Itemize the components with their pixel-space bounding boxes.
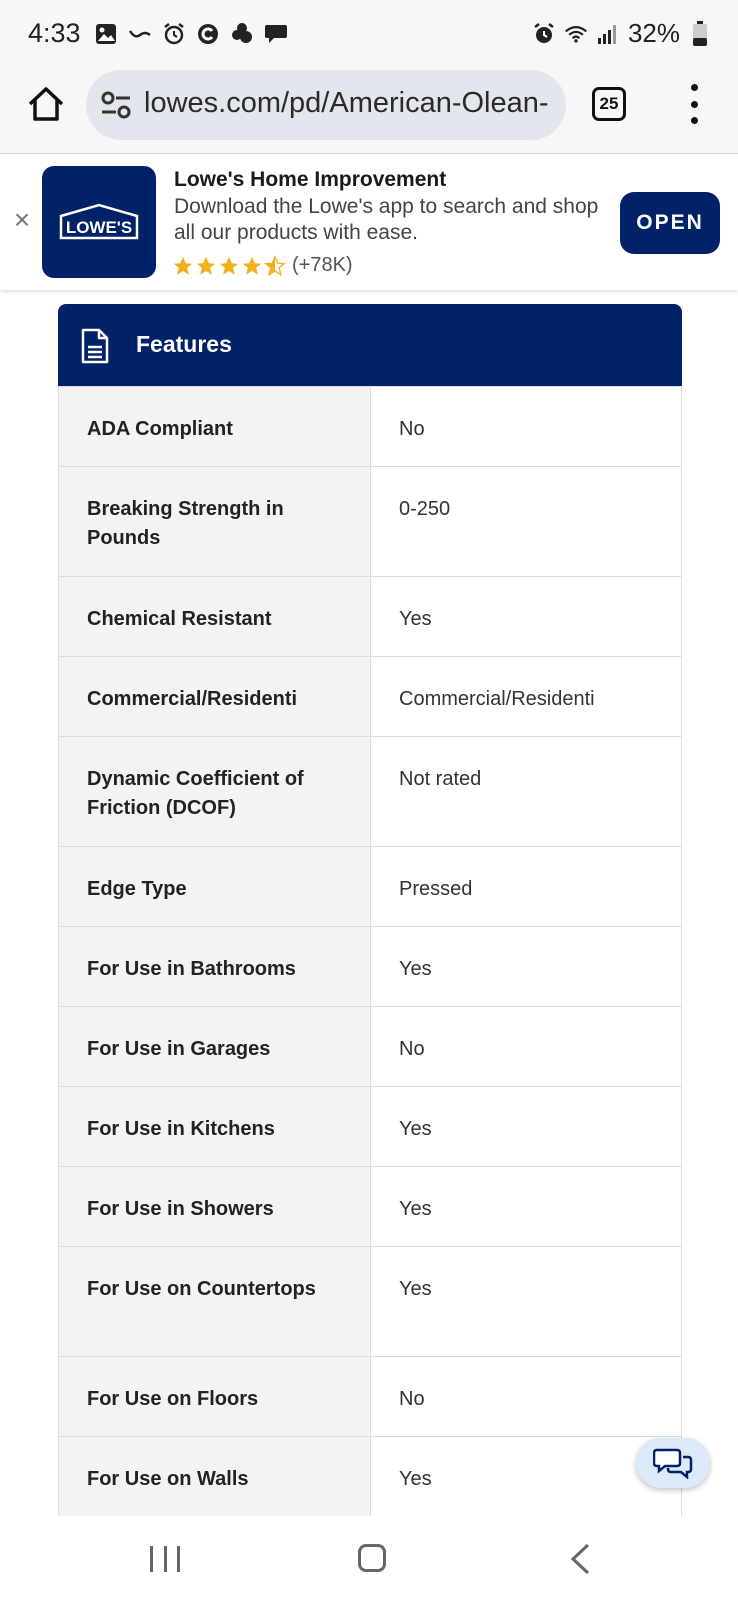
recents-bar	[177, 1546, 180, 1572]
menu-dot	[691, 101, 698, 108]
recents-bar	[150, 1546, 153, 1572]
back-icon	[568, 1542, 592, 1576]
app-install-banner	[0, 154, 738, 290]
features-section	[58, 304, 682, 1517]
feature-value: No	[371, 387, 682, 467]
features-title: Features	[136, 331, 232, 357]
feature-key: For Use on Floors	[59, 1357, 371, 1437]
feature-key: Breaking Strength in Pounds	[59, 467, 371, 577]
feature-key: Chemical Resistant	[59, 577, 371, 657]
feature-key: ADA Compliant	[59, 387, 371, 467]
feature-key: For Use in Bathrooms	[59, 927, 371, 1007]
half-star-icon	[264, 255, 286, 277]
table-row	[59, 847, 682, 927]
feature-value: Pressed	[371, 847, 682, 927]
feature-value: Yes	[371, 1087, 682, 1167]
feature-key: Commercial/Residenti	[59, 657, 371, 737]
menu-dot	[691, 117, 698, 124]
status-notification-icons	[94, 22, 288, 46]
c-icon	[196, 22, 220, 46]
feature-value: 0-250	[371, 467, 682, 577]
table-row	[59, 737, 682, 847]
browser-menu-button[interactable]	[682, 84, 706, 124]
chat-icon	[653, 1447, 693, 1479]
gallery-icon	[94, 22, 118, 46]
star-icon	[218, 255, 240, 277]
home-button[interactable]	[26, 84, 66, 124]
banner-rating	[172, 254, 353, 277]
table-row	[59, 1247, 682, 1357]
tab-switcher-button[interactable]: 25	[592, 87, 626, 121]
features-table	[58, 386, 682, 1517]
menu-dot	[691, 84, 698, 91]
recents-bar	[164, 1546, 167, 1572]
chat-bubble-icon	[264, 22, 288, 46]
feature-value: Yes	[371, 1437, 682, 1517]
feature-value: Not rated	[371, 737, 682, 847]
nav-back-button[interactable]	[568, 1542, 592, 1576]
features-header[interactable]	[58, 304, 682, 386]
document-icon	[80, 328, 110, 364]
feature-key: For Use in Garages	[59, 1007, 371, 1087]
ice-cream-icon	[230, 22, 254, 46]
star-icon	[241, 255, 263, 277]
status-bar	[0, 0, 738, 70]
feature-value: No	[371, 1007, 682, 1087]
status-time: 4:33	[28, 18, 81, 48]
open-app-button[interactable]: OPEN	[620, 192, 720, 254]
url-text: lowes.com/pd/American-Olean-	[144, 87, 549, 119]
table-row	[59, 1087, 682, 1167]
battery-percent: 32%	[627, 18, 680, 48]
tilde-icon	[128, 22, 152, 46]
feature-value: Yes	[371, 1167, 682, 1247]
wifi-icon	[564, 22, 588, 46]
rating-count: (+78K)	[292, 254, 353, 276]
url-bar[interactable]	[86, 70, 566, 140]
system-nav-bar	[0, 1516, 738, 1600]
feature-key: Edge Type	[59, 847, 371, 927]
table-row	[59, 387, 682, 467]
star-icon	[172, 255, 194, 277]
feature-value: No	[371, 1357, 682, 1437]
rating-stars	[172, 255, 286, 277]
table-row	[59, 927, 682, 1007]
battery-icon	[688, 22, 712, 46]
alarm-icon	[162, 22, 186, 46]
feature-value: Yes	[371, 577, 682, 657]
feature-key: For Use on Countertops	[59, 1247, 371, 1357]
lowes-logo-icon	[57, 202, 141, 242]
alarm-icon	[532, 22, 556, 46]
feature-key: For Use in Showers	[59, 1167, 371, 1247]
star-icon	[195, 255, 217, 277]
browser-toolbar	[0, 70, 738, 154]
table-row	[59, 1167, 682, 1247]
feature-key: Dynamic Coefficient of Friction (DCOF)	[59, 737, 371, 847]
banner-app-title: Lowe's Home Improvement	[174, 168, 447, 191]
feature-value: Yes	[371, 927, 682, 1007]
nav-home-button[interactable]	[358, 1544, 386, 1572]
site-settings-icon[interactable]	[100, 90, 132, 120]
home-icon	[26, 84, 66, 124]
feature-key: For Use in Kitchens	[59, 1087, 371, 1167]
recents-button[interactable]	[150, 1546, 180, 1576]
lowes-logo	[42, 166, 156, 278]
logo-text: LOWE'S	[65, 218, 133, 237]
banner-description: Download the Lowe's app to search and shop all our products with ease.	[174, 195, 599, 244]
status-system-icons	[532, 18, 712, 49]
table-row	[59, 577, 682, 657]
feature-key: For Use on Walls	[59, 1437, 371, 1517]
chat-button[interactable]	[636, 1438, 710, 1488]
table-row	[59, 1437, 682, 1517]
table-row	[59, 657, 682, 737]
table-row	[59, 1007, 682, 1087]
banner-close-button[interactable]: ×	[13, 204, 31, 235]
feature-value: Commercial/Residenti	[371, 657, 682, 737]
table-row	[59, 467, 682, 577]
table-row	[59, 1357, 682, 1437]
feature-value: Yes	[371, 1247, 682, 1357]
signal-icon	[596, 22, 620, 46]
